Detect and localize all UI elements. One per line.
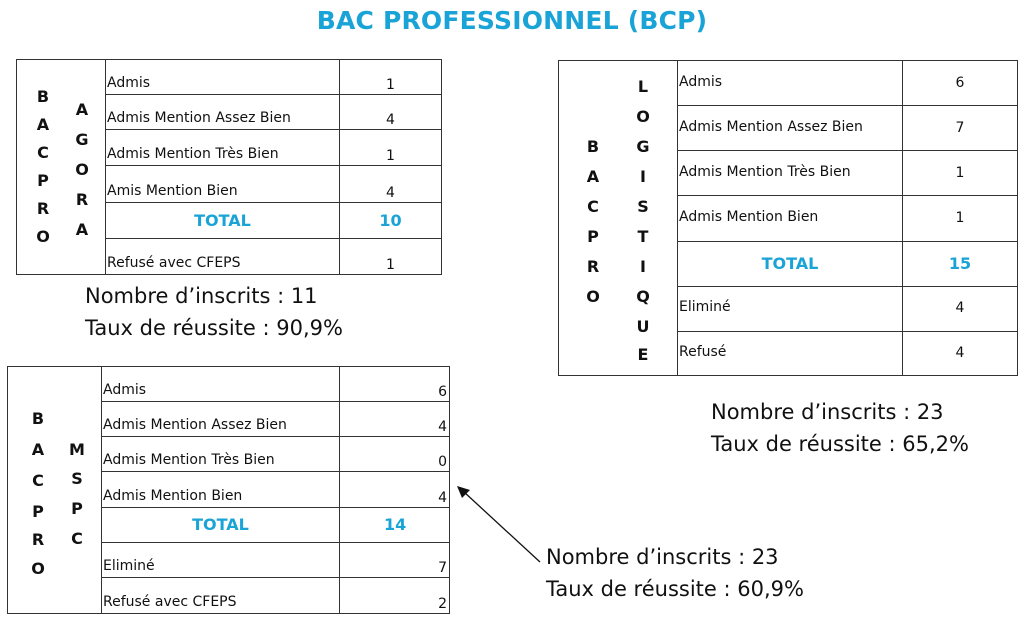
- row-label: Amis Mention Bien: [106, 166, 340, 202]
- row-label: Admis Mention Assez Bien: [106, 95, 340, 130]
- vertical-letter: O: [636, 107, 650, 126]
- vertical-letter: O: [586, 287, 600, 306]
- vertical-letter: A: [75, 220, 89, 239]
- row-label: Eliminé: [678, 286, 903, 331]
- row-value: 0: [340, 437, 450, 472]
- row-label: Admis: [678, 61, 903, 106]
- vertical-letter: R: [586, 257, 600, 276]
- row-value: 6: [903, 61, 1018, 106]
- vertical-letter: A: [75, 100, 89, 119]
- vertical-letter: I: [640, 257, 646, 276]
- row-label: Refusé avec CFEPS: [106, 238, 340, 274]
- vertical-letter: G: [636, 137, 650, 156]
- row-value: 1: [903, 151, 1018, 196]
- total-label: TOTAL: [678, 241, 903, 286]
- vertical-letter: O: [36, 227, 50, 246]
- row-value: 4: [340, 166, 442, 202]
- vertical-letter: C: [71, 529, 83, 548]
- row-value: 4: [340, 95, 442, 130]
- table-bacpro-logistique: [558, 60, 1018, 376]
- vertical-letter: R: [31, 530, 45, 549]
- vertical-letter: G: [75, 130, 89, 149]
- row-value: 7: [903, 106, 1018, 151]
- vertical-letter: A: [36, 115, 50, 134]
- row-label: Admis Mention Bien: [678, 196, 903, 241]
- vertical-label-cell: [17, 60, 106, 275]
- vertical-letter: P: [71, 499, 83, 518]
- vertical-letter: A: [31, 440, 45, 459]
- total-label: TOTAL: [106, 202, 340, 238]
- row-value: 6: [340, 367, 450, 402]
- arrow-head: [457, 486, 470, 498]
- vertical-letter: A: [586, 167, 600, 186]
- inscrits-count: Nombre d’inscrits : 11: [85, 284, 318, 308]
- vertical-letter: M: [69, 440, 85, 459]
- row-label: Admis Mention Assez Bien: [678, 106, 903, 151]
- vertical-letter: T: [637, 227, 649, 246]
- vertical-letter: B: [586, 137, 600, 156]
- vertical-label-cell: [8, 367, 102, 614]
- vertical-letter: C: [587, 197, 599, 216]
- row-label: Admis Mention Assez Bien: [102, 402, 340, 437]
- row-value: 4: [340, 402, 450, 437]
- row-value: 4: [903, 331, 1018, 375]
- vertical-letter: P: [32, 502, 44, 521]
- total-value: 10: [340, 202, 442, 238]
- table-bacpro-mspc: [7, 366, 450, 614]
- vertical-letter: P: [587, 227, 599, 246]
- vertical-letter: S: [637, 197, 649, 216]
- vertical-letter: Q: [636, 287, 650, 306]
- agora-summary: [85, 280, 343, 344]
- row-label: Refusé avec CFEPS: [102, 577, 340, 613]
- row-value: 1: [340, 60, 442, 95]
- vertical-label-cell: [559, 61, 678, 376]
- total-label: TOTAL: [102, 507, 340, 542]
- mspc-summary: [546, 541, 804, 605]
- logistique-summary: [711, 396, 969, 460]
- vertical-letter: L: [637, 77, 649, 96]
- row-value: 1: [903, 196, 1018, 241]
- taux-reussite: Taux de réussite : 60,9%: [546, 577, 804, 601]
- row-label: Admis: [106, 60, 340, 95]
- row-label: Admis Mention Très Bien: [102, 437, 340, 472]
- vertical-letter: O: [31, 559, 45, 578]
- vertical-letter: R: [36, 199, 50, 218]
- taux-reussite: Taux de réussite : 65,2%: [711, 432, 969, 456]
- vertical-letter: C: [32, 471, 44, 490]
- inscrits-count: Nombre d’inscrits : 23: [546, 545, 779, 569]
- row-label: Admis Mention Très Bien: [678, 151, 903, 196]
- vertical-letter: I: [640, 167, 646, 186]
- row-label: Admis Mention Très Bien: [106, 130, 340, 166]
- vertical-letter: R: [75, 190, 89, 209]
- vertical-letter: S: [71, 469, 83, 488]
- row-label: Eliminé: [102, 542, 340, 577]
- vertical-letter: B: [36, 87, 50, 106]
- page-title: BAC PROFESSIONNEL (BCP): [316, 6, 708, 35]
- row-value: 2: [340, 577, 450, 613]
- row-value: 1: [340, 238, 442, 274]
- row-label: Admis Mention Bien: [102, 472, 340, 507]
- total-value: 15: [903, 241, 1018, 286]
- vertical-letter: C: [37, 143, 49, 162]
- vertical-letter: P: [37, 171, 49, 190]
- vertical-letter: B: [31, 409, 45, 428]
- table-bacpro-agora: [16, 59, 442, 275]
- arrow-line: [464, 492, 540, 562]
- row-value: 4: [903, 286, 1018, 331]
- row-value: 7: [340, 542, 450, 577]
- taux-reussite: Taux de réussite : 90,9%: [85, 316, 343, 340]
- row-value: 4: [340, 472, 450, 507]
- row-label: Refusé: [678, 331, 903, 375]
- row-label: Admis: [102, 367, 340, 402]
- vertical-letter: O: [75, 160, 89, 179]
- vertical-letter: U: [636, 317, 650, 336]
- inscrits-count: Nombre d’inscrits : 23: [711, 400, 944, 424]
- total-value: 14: [340, 507, 450, 542]
- vertical-letter: E: [637, 345, 649, 364]
- row-value: 1: [340, 130, 442, 166]
